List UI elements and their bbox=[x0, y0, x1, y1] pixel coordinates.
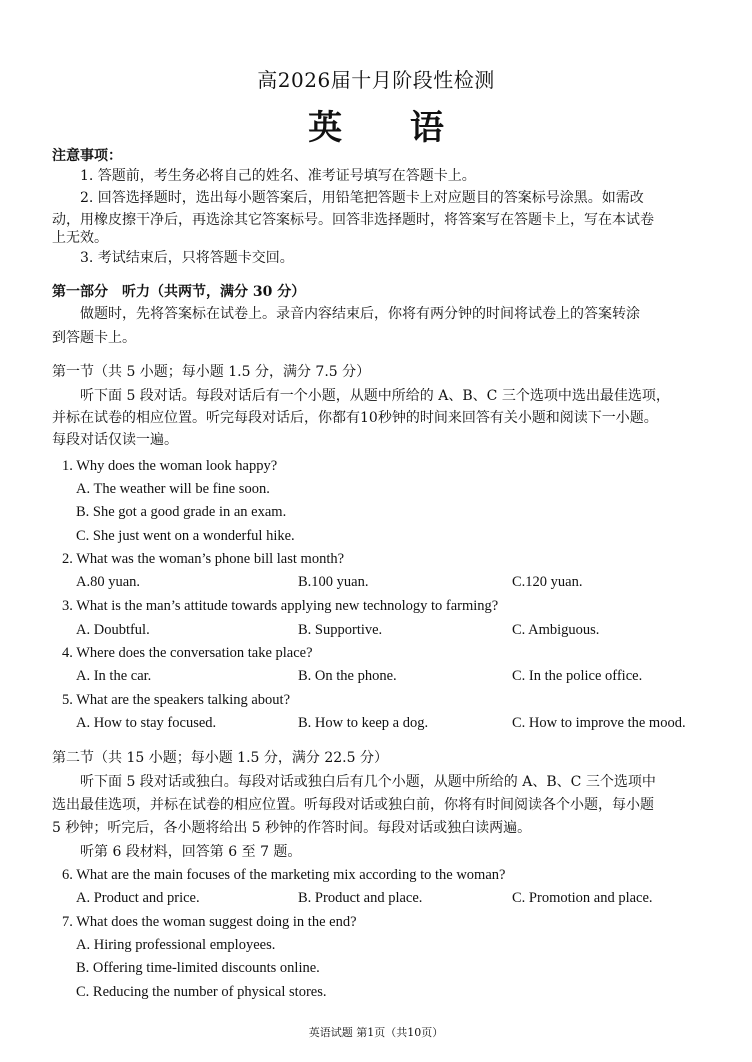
notice-heading: 注意事项： bbox=[52, 148, 122, 164]
question-5-stem: 5. What are the speakers talking about? bbox=[62, 692, 291, 708]
question-6-option-c: C. Promotion and place. bbox=[512, 890, 653, 906]
question-4-option-b: B. On the phone. bbox=[298, 668, 397, 684]
question-7-option-c: C. Reducing the number of physical stores. bbox=[76, 984, 327, 1000]
question-4-option-c: C. In the police office. bbox=[512, 668, 643, 684]
subject-title: 英 语 bbox=[308, 108, 472, 148]
exam-title: 高2026届十月阶段性检测 bbox=[257, 68, 495, 92]
notice-item-2-line-1: 2. 回答选择题时，选出每小题答案后，用铅笔把答题卡上对应题目的答案标号涂黑。如需改 bbox=[80, 190, 644, 206]
question-3-stem: 3. What is the man’s attitude towards applying new technology to farming? bbox=[62, 598, 499, 614]
part1-intro-line-2: 到答题卡上。 bbox=[52, 330, 136, 346]
part1-heading: 第一部分 听力（共两节，满分 30 分） bbox=[52, 284, 306, 300]
question-3-option-b: B. Supportive. bbox=[298, 622, 383, 638]
question-2-option-c: C.120 yuan. bbox=[512, 574, 583, 590]
question-4-stem: 4. Where does the conversation take place? bbox=[62, 645, 313, 661]
section1-intro-line-1: 听下面 5 段对话。每段对话后有一个小题，从题中所给的 A、B、C 三个选项中选出最佳选项， bbox=[80, 388, 670, 404]
question-5-option-b: B. How to keep a dog. bbox=[298, 715, 429, 731]
notice-item-2-line-2: 动，用橡皮擦干净后，再选涂其它答案标号。回答非选择题时，将答案写在答题卡上，写在本试卷 bbox=[52, 212, 654, 228]
question-6-option-b: B. Product and place. bbox=[298, 890, 423, 906]
question-6-stem: 6. What are the main focuses of the marketing mix according to the woman? bbox=[62, 867, 506, 883]
question-1-option-a: A. The weather will be fine soon. bbox=[76, 481, 270, 497]
section1-intro-line-3: 每段对话仅读一遍。 bbox=[52, 432, 178, 448]
part1-intro-line-1: 做题时，先将答案标在试卷上。录音内容结束后，你将有两分钟的时间将试卷上的答案转涂 bbox=[80, 306, 640, 322]
question-1-option-c: C. She just went on a wonderful hike. bbox=[76, 528, 295, 544]
question-5-option-a: A. How to stay focused. bbox=[76, 715, 217, 731]
question-6-option-a: A. Product and price. bbox=[76, 890, 200, 906]
question-2-option-a: A.80 yuan. bbox=[76, 574, 141, 590]
question-2-stem: 2. What was the woman’s phone bill last month? bbox=[62, 551, 345, 567]
question-7-option-b: B. Offering time-limited discounts online. bbox=[76, 960, 320, 976]
section2-intro-line-1: 听下面 5 段对话或独白。每段对话或独白后有几个小题，从题中所给的 A、B、C 三个选项中 bbox=[80, 774, 656, 790]
section2-material-6: 听第 6 段材料，回答第 6 至 7 题。 bbox=[80, 844, 302, 860]
notice-item-1: 1. 答题前，考生务必将自己的姓名、准考证号填写在答题卡上。 bbox=[80, 168, 476, 184]
notice-item-3: 3. 考试结束后，只将答题卡交回。 bbox=[80, 250, 294, 266]
section1-heading: 第一节（共 5 小题；每小题 1.5 分，满分 7.5 分） bbox=[52, 364, 371, 380]
question-3-option-a: A. Doubtful. bbox=[76, 622, 150, 638]
question-1-option-b: B. She got a good grade in an exam. bbox=[76, 504, 287, 520]
question-7-stem: 7. What does the woman suggest doing in the end? bbox=[62, 914, 357, 930]
question-1-stem: 1. Why does the woman look happy? bbox=[62, 458, 278, 474]
section2-intro-line-2: 选出最佳选项，并标在试卷的相应位置。听每段对话或独白前，你将有时间阅读各个小题，每小题 bbox=[52, 797, 654, 813]
question-5-option-c: C. How to improve the mood. bbox=[512, 715, 686, 731]
section1-intro-line-2: 并标在试卷的相应位置。听完每段对话后，你都有10秒钟的时间来回答有关小题和阅读下一小题。 bbox=[52, 410, 658, 426]
question-2-option-b: B.100 yuan. bbox=[298, 574, 369, 590]
question-4-option-a: A. In the car. bbox=[76, 668, 152, 684]
page-footer: 英语试题 第1页（共10页） bbox=[308, 1026, 444, 1039]
question-3-option-c: C. Ambiguous. bbox=[512, 622, 600, 638]
section2-heading: 第二节（共 15 小题；每小题 1.5 分，满分 22.5 分） bbox=[52, 750, 388, 766]
question-7-option-a: A. Hiring professional employees. bbox=[76, 937, 276, 953]
section2-intro-line-3: 5 秒钟；听完后，各小题将给出 5 秒钟的作答时间。每段对话或独白读两遍。 bbox=[52, 820, 532, 836]
notice-item-2-line-3: 上无效。 bbox=[52, 230, 108, 246]
